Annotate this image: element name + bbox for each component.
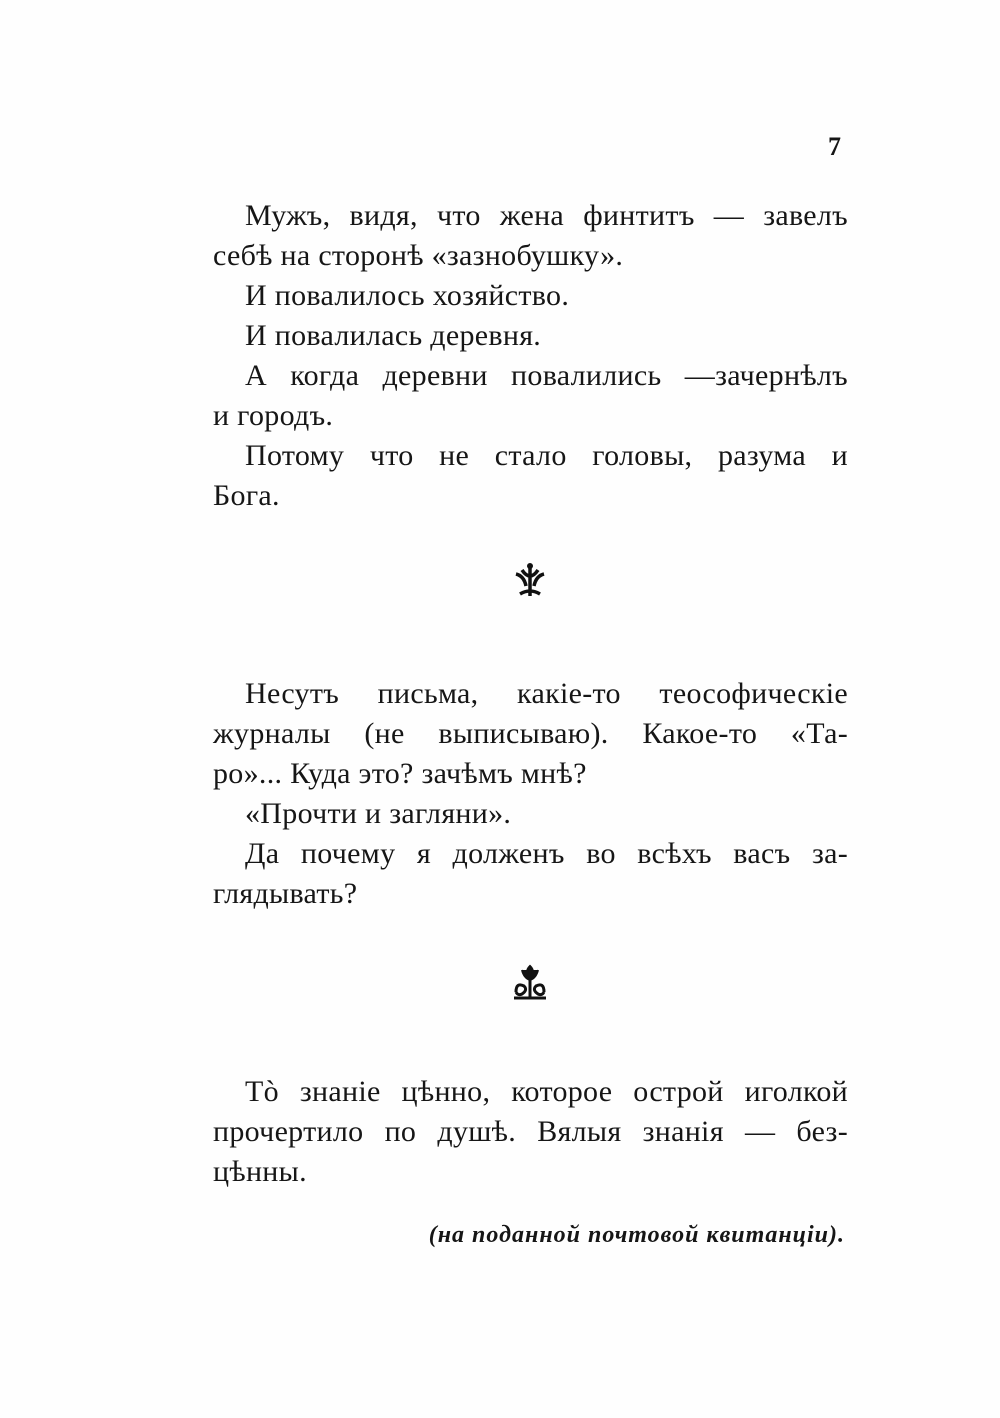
text-line: Несутъ письма, какіе-то теософическіе xyxy=(245,677,848,710)
text-line: себѣ на сторонѣ «зазнобушку». xyxy=(213,239,624,272)
attribution-note: (на поданной почтовой квитанціи). xyxy=(428,1222,845,1248)
text-line: ро»... Куда это? зачѣмъ мнѣ? xyxy=(213,757,587,790)
text-line: И повалилось хозяйство. xyxy=(245,279,570,312)
text-line: цѣнны. xyxy=(213,1155,307,1188)
text-line: Да почему я долженъ во всѣхъ васъ за- xyxy=(245,837,848,870)
text-line: и городъ. xyxy=(213,399,334,432)
text-line: прочертило по душѣ. Вялыя знанія — без- xyxy=(213,1115,848,1148)
page-number: 7 xyxy=(828,132,841,161)
text-line: глядывать? xyxy=(213,877,358,910)
text-line: И повалилась деревня. xyxy=(245,319,542,352)
fleuron-icon xyxy=(510,560,550,600)
text-line: Мужъ, видя, что жена финтитъ — завелъ xyxy=(245,199,848,232)
text-line: Потому что не стало головы, разума и xyxy=(245,439,848,472)
flower-ornament-icon xyxy=(510,962,550,1002)
text-line: Тò знаніе цѣнно, которое острой иголкой xyxy=(245,1075,848,1108)
text-line: Бога. xyxy=(213,479,280,512)
text-line: «Прочти и загляни». xyxy=(245,797,512,830)
text-line: А когда деревни повалились —зачернѣлъ xyxy=(245,359,848,392)
text-line: журналы (не выписываю). Какое-то «Та- xyxy=(213,717,848,750)
